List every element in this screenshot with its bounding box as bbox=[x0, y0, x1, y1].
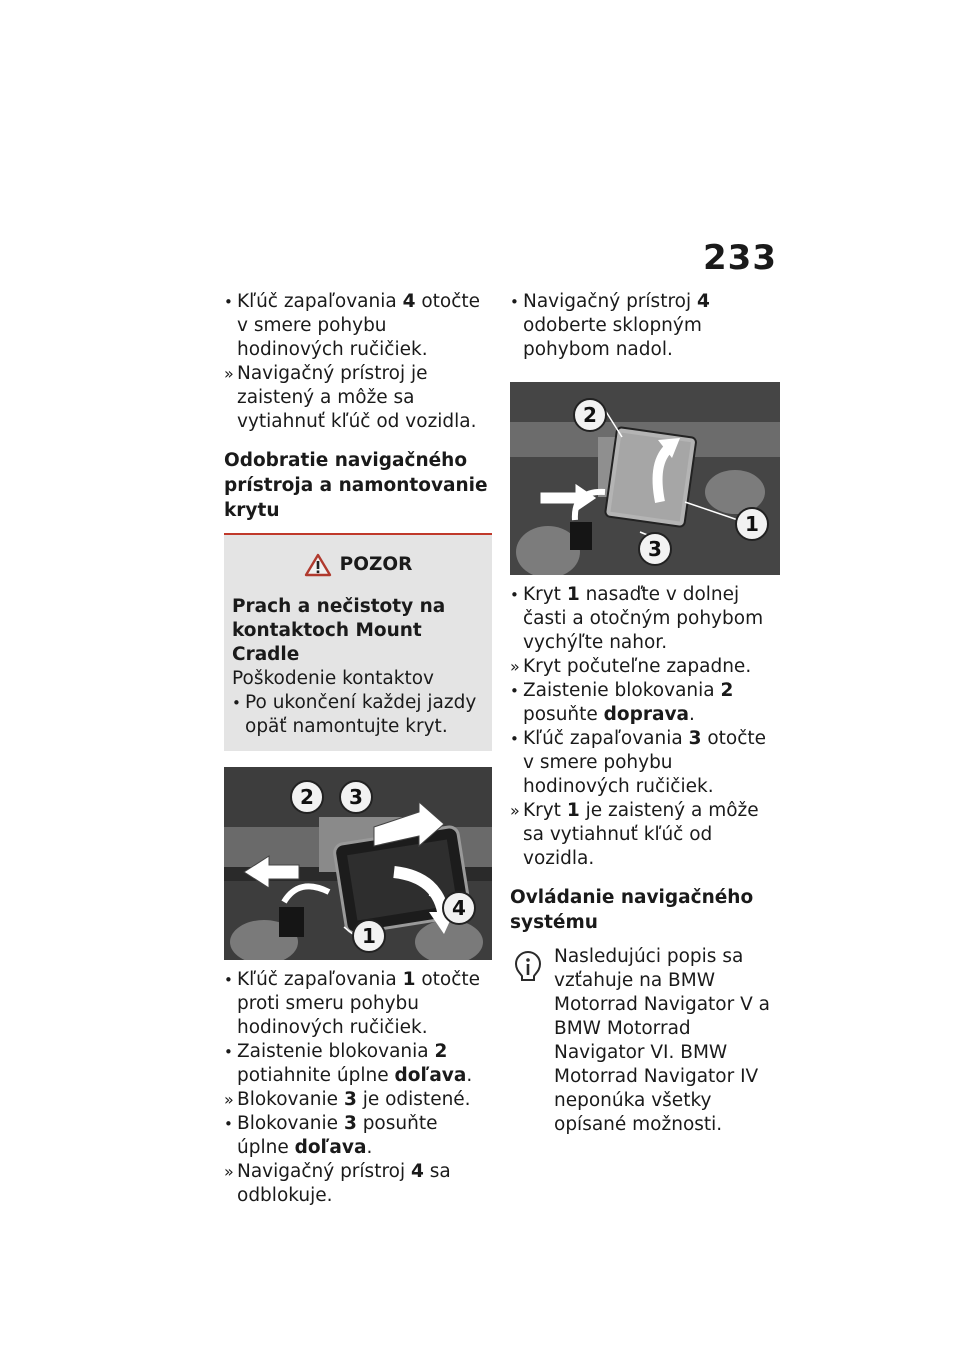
bullet-marker: • bbox=[224, 1043, 233, 1061]
warning-box bbox=[224, 533, 492, 751]
step-text: Kryt bbox=[523, 800, 567, 821]
step-item bbox=[224, 1040, 492, 1088]
warning-title bbox=[230, 553, 486, 577]
reference-number: 3 bbox=[343, 1089, 357, 1110]
step-item bbox=[224, 1112, 492, 1160]
step-text: otočte v smere pohybu hodinových ručičiek. bbox=[523, 728, 767, 797]
reference-number: 4 bbox=[402, 291, 416, 312]
right-column bbox=[510, 290, 782, 1137]
step-item bbox=[224, 968, 492, 1040]
step-text: otočte v smere pohybu hodinových ručičiek. bbox=[237, 291, 481, 360]
result-marker: » bbox=[224, 1162, 234, 1181]
steps-list-bottom-right bbox=[510, 583, 782, 871]
section-heading-remove-navigator: Odobratie navigačného prístroja a namontovanie krytu bbox=[224, 450, 488, 521]
figure-unlock-navigator bbox=[224, 767, 492, 960]
result-marker: » bbox=[510, 657, 520, 676]
callout-3: 3 bbox=[339, 780, 373, 814]
reference-number: 2 bbox=[434, 1041, 448, 1062]
reference-number: 3 bbox=[688, 728, 702, 749]
step-item bbox=[224, 290, 492, 362]
info-note bbox=[510, 945, 782, 1137]
result-item bbox=[510, 655, 782, 679]
step-text: Kryt bbox=[523, 584, 567, 605]
step-text: posuňte úplne bbox=[237, 1113, 438, 1158]
step-text: Zaistenie blokovania bbox=[523, 680, 721, 701]
callout-2: 2 bbox=[573, 398, 607, 432]
reference-number: 4 bbox=[697, 291, 710, 312]
info-icon bbox=[510, 949, 546, 985]
step-text: potiahnite úplne bbox=[237, 1065, 395, 1086]
reference-number: 1 bbox=[566, 584, 580, 605]
step-text: Kľúč zapaľovania bbox=[237, 291, 403, 312]
result-item bbox=[510, 799, 782, 871]
step-text: . bbox=[466, 1065, 473, 1086]
warning-action bbox=[232, 691, 486, 739]
step-text: odoberte sklopným pohybom nadol. bbox=[523, 315, 702, 360]
section-heading-navigation-operation: Ovládanie navigačného systému bbox=[510, 887, 754, 933]
steps-list-top-right bbox=[510, 290, 782, 362]
step-text: Blokovanie bbox=[237, 1089, 344, 1110]
step-text: . bbox=[689, 704, 695, 725]
step-item bbox=[510, 679, 782, 727]
step-item bbox=[510, 290, 782, 362]
step-text: Zaistenie blokovania bbox=[237, 1041, 435, 1062]
bullet-marker: • bbox=[224, 971, 233, 989]
bullet-marker: • bbox=[510, 682, 519, 700]
step-text: Blokovanie bbox=[237, 1113, 344, 1134]
step-text: otočte proti smeru pohybu hodinových ručičiek. bbox=[237, 969, 481, 1038]
step-text: Navigačný prístroj bbox=[237, 1161, 411, 1182]
callout-3: 3 bbox=[638, 532, 672, 566]
result-item bbox=[224, 362, 492, 434]
callout-1: 1 bbox=[735, 507, 769, 541]
callout-2: 2 bbox=[290, 780, 324, 814]
figure-install-cover bbox=[510, 382, 780, 575]
result-marker: » bbox=[510, 801, 520, 820]
result-marker: » bbox=[224, 364, 234, 383]
step-item bbox=[510, 583, 782, 655]
warning-action-text: Po ukončení každej jazdy opäť namontujte kryt. bbox=[245, 692, 477, 737]
result-marker: » bbox=[224, 1090, 234, 1109]
result-item bbox=[224, 1088, 492, 1112]
reference-number: 3 bbox=[343, 1113, 357, 1134]
warning-subtitle: Prach a nečistoty na kontaktoch Mount Cradle bbox=[232, 596, 446, 665]
page-number: 233 bbox=[703, 238, 777, 278]
emphasis-text: doľava bbox=[394, 1065, 467, 1086]
step-text: nasaďte v dolnej časti a otočným pohybom vychýľte nahor. bbox=[523, 584, 764, 653]
step-text: Navigačný prístroj je zaistený a môže sa vytiahnuť kľúč od vozidla. bbox=[237, 363, 477, 432]
emphasis-text: doprava bbox=[603, 704, 690, 725]
step-text: Navigačný prístroj bbox=[523, 291, 697, 312]
step-text: posuňte bbox=[523, 704, 604, 725]
callout-4: 4 bbox=[442, 891, 476, 925]
reference-number: 1 bbox=[402, 969, 416, 990]
callout-1: 1 bbox=[352, 919, 386, 953]
reference-number: 4 bbox=[411, 1161, 424, 1182]
step-text: je odistené. bbox=[356, 1089, 471, 1110]
bullet-marker: • bbox=[224, 293, 233, 311]
reference-number: 2 bbox=[720, 680, 734, 701]
bullet-marker: • bbox=[224, 1115, 233, 1133]
warning-triangle-icon bbox=[304, 553, 332, 577]
bullet-marker: • bbox=[510, 586, 519, 604]
step-text: Kľúč zapaľovania bbox=[523, 728, 689, 749]
steps-list-bottom bbox=[224, 968, 492, 1208]
warning-consequence: Poškodenie kontaktov bbox=[232, 668, 435, 689]
left-column bbox=[224, 290, 492, 1208]
bullet-marker: • bbox=[232, 694, 241, 712]
step-text: je zaistený a môže sa vytiahnuť kľúč od vozidla. bbox=[523, 800, 759, 869]
step-item bbox=[510, 727, 782, 799]
step-text: . bbox=[366, 1137, 373, 1158]
reference-number: 1 bbox=[566, 800, 580, 821]
info-text: Nasledujúci popis sa vzťahuje na BMW Motorrad Navigator V a BMW Motorrad Navigator VI. BMW Motorrad Navigator IV neponúka všetky opísané možnosti. bbox=[554, 946, 770, 1135]
bullet-marker: • bbox=[510, 730, 519, 748]
emphasis-text: doľava bbox=[294, 1137, 367, 1158]
result-item bbox=[224, 1160, 492, 1208]
step-text: Kľúč zapaľovania bbox=[237, 969, 403, 990]
step-text: Kryt počuteľne zapadne. bbox=[523, 656, 752, 677]
bullet-marker: • bbox=[510, 293, 519, 311]
step-text: sa odblokuje. bbox=[237, 1161, 451, 1206]
steps-list-top bbox=[224, 290, 492, 434]
warning-title-text: POZOR bbox=[339, 554, 413, 575]
